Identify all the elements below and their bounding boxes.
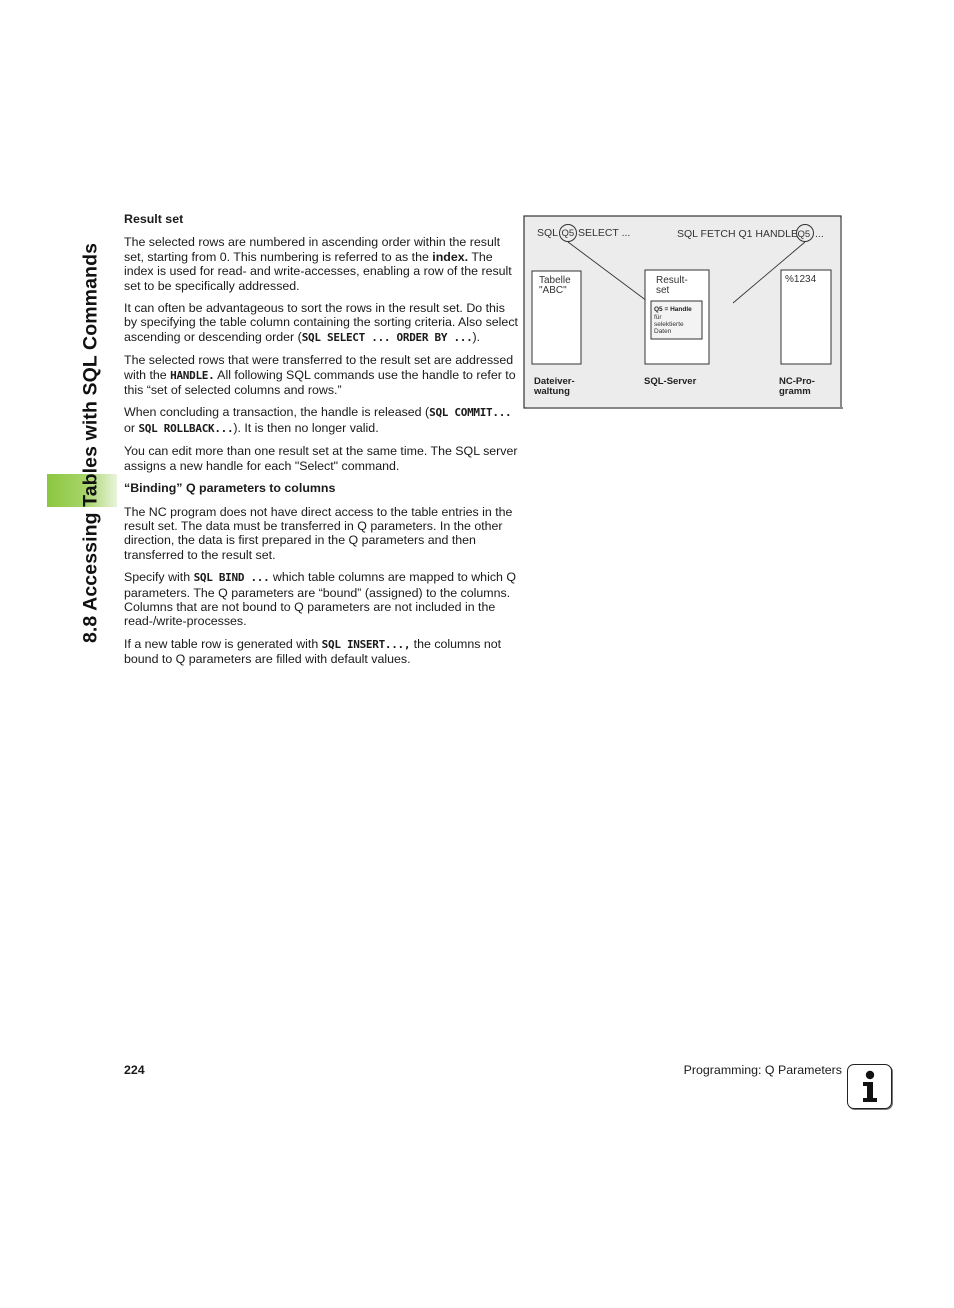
main-text-column — [124, 212, 520, 675]
label-file-management-1: Dateiver- — [534, 376, 575, 387]
heading-result-set: Result set — [124, 212, 184, 226]
command-select-suffix: SELECT ... — [578, 227, 631, 239]
code-rollback: SQL ROLLBACK... — [138, 421, 234, 435]
paragraph-handle: The selected rows that were transferred to the result set are addressed with the HANDLE. All following SQL commands use the handle to refer to this “set of selected columns and rows.” — [124, 353, 516, 398]
info-icon — [798, 1015, 892, 1109]
info-glyph — [798, 1015, 891, 1108]
nc-program-text: %1234 — [785, 274, 817, 285]
table-box-line1: Tabelle — [539, 275, 571, 286]
result-set-line2: set — [656, 285, 670, 296]
paragraph-bind: Specify with SQL BIND ... which table columns are mapped to which Q parameters. The Q parameters are “bound” (assigned) to the columns. Columns that are not bound to Q parameters are not included in the read-/write-processes. — [124, 570, 516, 629]
label-nc-program-1: NC-Pro- — [779, 376, 815, 387]
footer-chapter-title: Programming: Q Parameters — [683, 1063, 842, 1077]
chapter-title: 8.8 Accessing Tables with SQL Commands — [79, 242, 102, 644]
command-select-q: Q5 — [561, 228, 575, 239]
command-select-prefix: SQL — [537, 227, 559, 239]
code-commit: SQL COMMIT... — [429, 406, 512, 420]
handle-line4: Daten — [654, 328, 672, 335]
result-set-line1: Result- — [656, 275, 688, 286]
paragraph-nc-access: The NC program does not have direct access to the table entries in the result set. The data must be transferred in Q parameters. In the other direction, the data is first prepared in the Q parameters and then transferred to the result set. — [124, 504, 513, 562]
command-fetch-q: Q5 — [797, 229, 811, 240]
sql-diagram — [523, 215, 843, 411]
paragraph-insert: If a new table row is generated with SQL INSERT..., the columns not bound to Q parameters are filled with default values. — [124, 636, 502, 667]
label-nc-program-2: gramm — [779, 386, 811, 397]
handle-line3: selektierte — [654, 321, 684, 328]
code-insert: SQL INSERT..., — [321, 637, 411, 651]
handle-line2: für — [654, 314, 662, 321]
command-fetch-suffix: ... — [815, 228, 824, 240]
paragraph-sorting: It can often be advantageous to sort the rows in the result set. Do this by specifying the table column containing the sorting criteria. Also select ascending or descending order (SQL SELECT ... ORDER BY ...). — [124, 301, 518, 344]
table-box-line2: "ABC" — [539, 285, 567, 296]
code-order-by: SQL SELECT ... ORDER BY ... — [301, 330, 473, 344]
command-fetch-prefix: SQL FETCH Q1 HANDLE — [677, 228, 798, 240]
handle-line1: Q5 = Handle — [654, 306, 692, 313]
info-letter: i — [798, 1015, 799, 1016]
code-handle: HANDLE. — [170, 368, 215, 382]
code-bind: SQL BIND ... — [193, 571, 270, 585]
paragraph-commit: When concluding a transaction, the handle is released (SQL COMMIT... or SQL ROLLBACK...). It is then no longer valid. — [124, 405, 512, 435]
paragraph-index: The selected rows are numbered in ascending order within the result set, starting from 0. This numbering is referred to as the index. The index is used for read- and write-accesses, enabling a row of the result set to be specifically addressed. — [124, 235, 512, 293]
heading-binding: “Binding” Q parameters to columns — [124, 481, 336, 496]
page-number: 224 — [124, 1063, 145, 1077]
paragraph-multiple-sets: You can edit more than one result set at the same time. The SQL server assigns a new handle for each "Select" command. — [124, 444, 518, 473]
label-file-management-2: waltung — [534, 386, 570, 397]
label-sql-server: SQL-Server — [644, 376, 697, 387]
